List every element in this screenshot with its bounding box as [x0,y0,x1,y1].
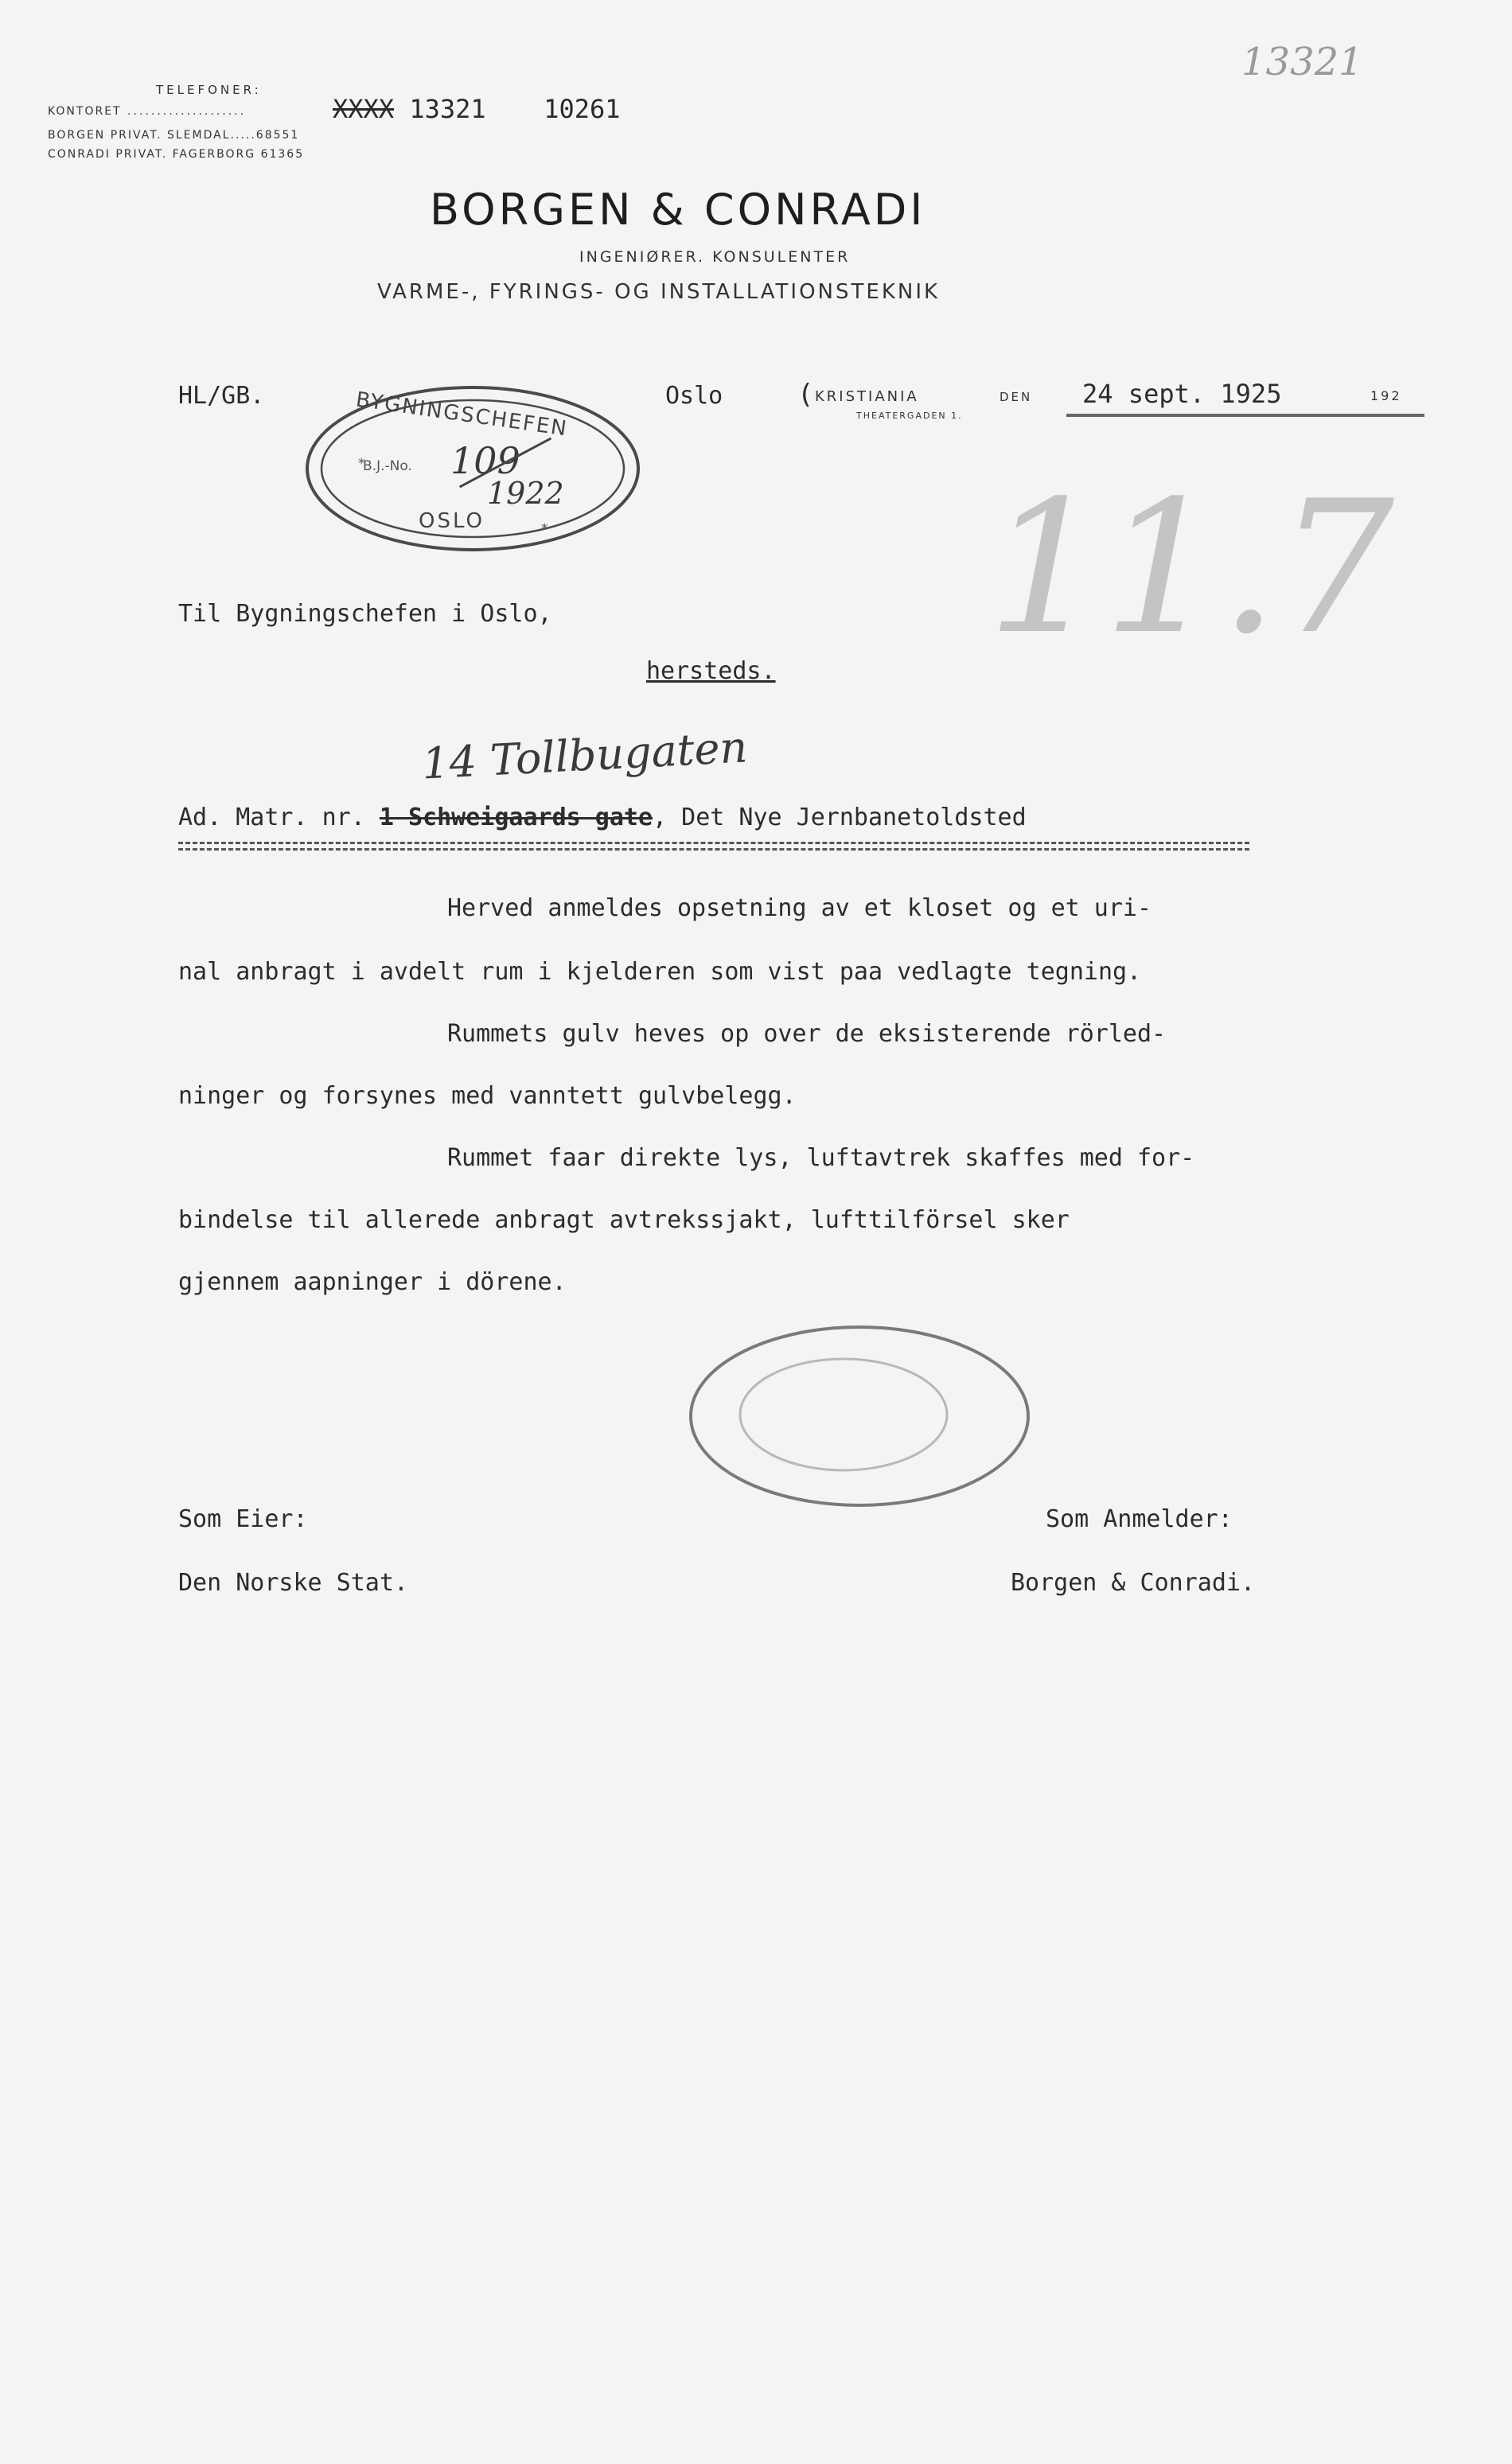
handwritten-mark: 11.7 [987,462,1395,675]
kontoret-number1: 13321 [409,94,486,124]
firm-subtitle-2: VARME-, FYRINGS- OG INSTALLATIONSTEKNIK [377,280,941,304]
applicant-label: Som Anmelder: [1046,1505,1233,1533]
kontoret-number2: 10261 [544,94,621,124]
stamp-bj-year: 1922 [487,476,564,511]
subject-suffix: , Det Nye Jernbanetoldsted [653,804,1027,831]
recipient-line-1: Til Bygningschefen i Oslo, [178,600,552,628]
body-line-6: bindelse til allerede anbragt avtrekssjakt, lufttilförsel sker [178,1206,1070,1234]
owner-label: Som Eier: [178,1505,308,1533]
body-line-3: Rummets gulv heves op over de eksisterende rörled- [447,1020,1167,1048]
firm-name: BORGEN & CONRADI [430,185,926,235]
archive-note: 13321 [1241,40,1363,84]
stamp-bottom-text: OSLO [419,509,485,533]
address: THEATERGADEN 1. [856,411,963,421]
telefoner-label: TELEFONER: [156,83,262,97]
subject-line [178,804,1027,831]
subject-underline [178,842,1249,844]
body-line-4: ninger og forsynes med vanntett gulvbelegg. [178,1082,797,1110]
city: Oslo [665,382,723,410]
firm-subtitle-1: INGENIØRER. KONSULENTER [579,248,851,266]
date-underline [1066,414,1424,417]
stamp-bj-number: 109 [450,439,520,482]
reference: HL/GB. [178,382,265,410]
stamp-top-text: BYGNINGSCHEFEN [354,387,570,442]
year-prefix: 192 [1370,388,1402,403]
faint-stamp [684,1321,1035,1512]
body-line-2: nal anbragt i avdelt rum i kjelderen som vist paa vedlagte tegning. [178,958,1142,986]
printed-city: KRISTIANIA [815,388,919,405]
kontoret-struck: XXXX [333,94,395,124]
svg-text:*: * [358,456,365,472]
conradi-line: CONRADI PRIVAT. FAGERBORG 61365 [48,148,305,161]
applicant-name: Borgen & Conradi. [1011,1569,1256,1597]
svg-text:*: * [541,521,548,537]
date: 24 sept. 1925 [1082,379,1282,409]
recipient-line-2: hersteds. [646,657,776,685]
owner-name: Den Norske Stat. [178,1569,408,1597]
kontoret-label: KONTORET .................... [48,105,247,118]
subject-underline-2 [178,848,1249,851]
subject-struck: 1 Schweigaards gate [379,804,653,831]
kontoret-numbers [333,94,621,124]
body-line-1: Herved anmeldes opsetning av et kloset og et uri- [447,894,1152,922]
body-line-5: Rummet faar direkte lys, luftavtrek skaffes med for- [447,1144,1195,1172]
den-label: DEN [1000,390,1033,404]
body-line-7: gjennem aapninger i dörene. [178,1268,567,1296]
stamp-bj-label: B.J.-No. [363,458,412,474]
subject-prefix: Ad. Matr. nr. [178,804,365,831]
faint-stamp-oval-icon [684,1321,1035,1512]
handwritten-address-insert: 14 Tollbugaten [420,722,749,789]
borgen-line: BORGEN PRIVAT. SLEMDAL.....68551 [48,129,300,142]
bygningschefen-stamp [302,382,643,555]
open-paren: ( [797,379,814,411]
